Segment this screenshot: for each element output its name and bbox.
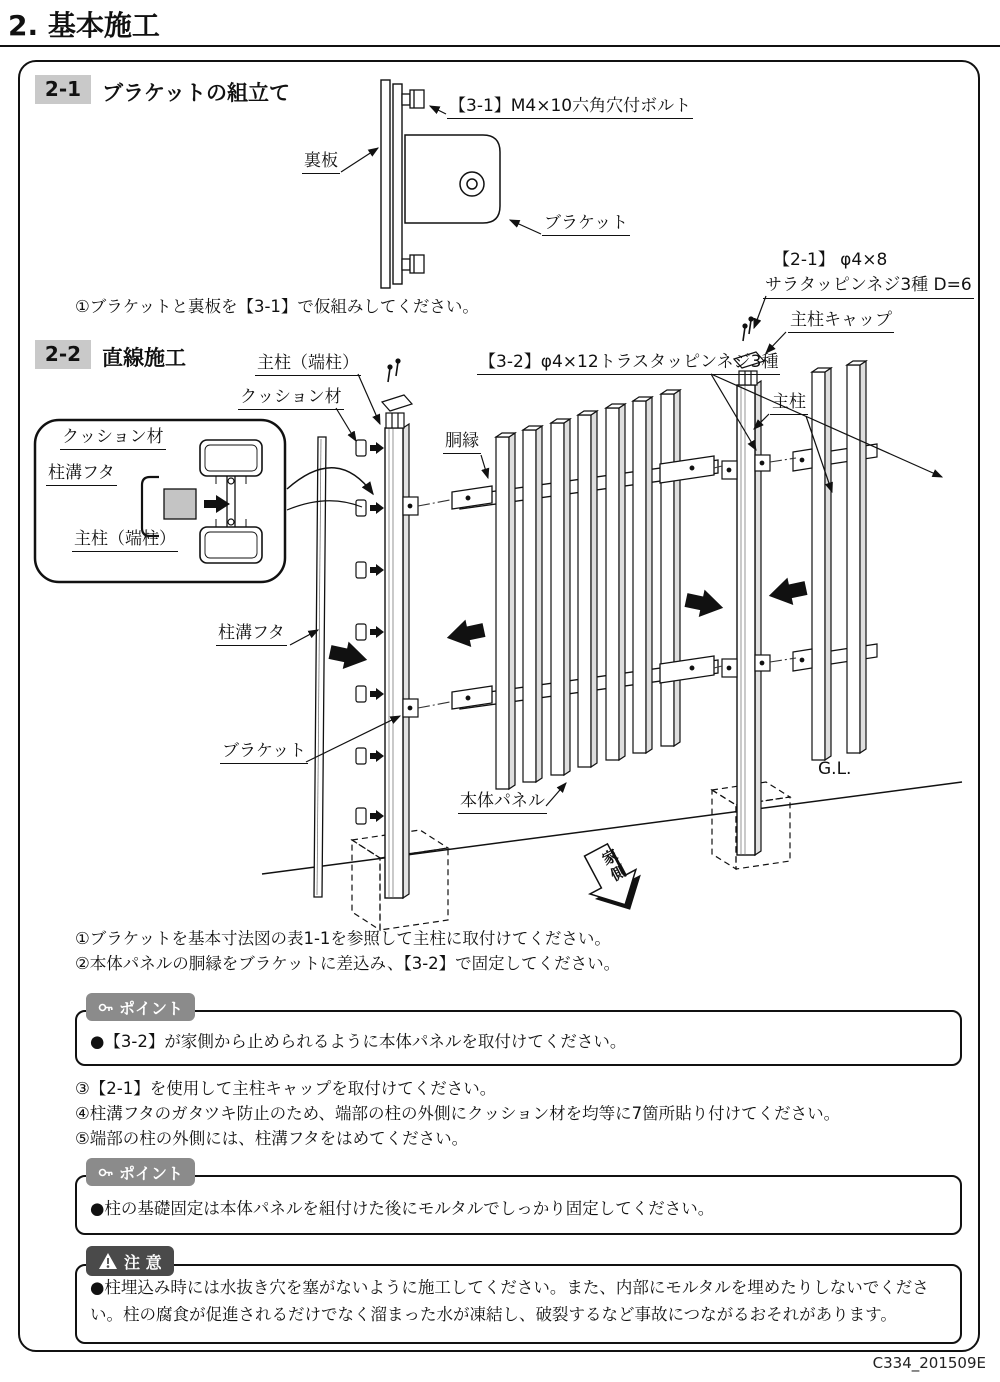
key-icon	[98, 1165, 113, 1180]
point-box-2-text: ●柱の基礎固定は本体パネルを組付けた後にモルタルでしっかり固定してください。	[90, 1199, 715, 1218]
caution-tab-label: 注 意	[124, 1252, 162, 1272]
caution-tab	[86, 1246, 174, 1276]
document-code: C334_201509E	[872, 1354, 986, 1372]
inset-label-groove-cover: 柱溝フタ	[46, 464, 117, 486]
steps-b	[75, 1076, 840, 1151]
label-groove-cover: 柱溝フタ	[216, 624, 287, 646]
point-tab-2-label: ポイント	[119, 1163, 184, 1183]
step-a-2: ②本体パネルの胴縁をブラケットに差込み、【3-2】で固定してください。	[75, 954, 621, 973]
point-tab-1	[86, 993, 195, 1021]
cushion-pieces	[356, 440, 384, 824]
groove-cover-plate	[314, 437, 326, 897]
inset-label-end-post: 主柱（端柱）	[72, 530, 178, 552]
title-rule	[0, 45, 1000, 47]
label-truss-screw: 【3-2】φ4×12トラスタッピンネジ3種	[477, 353, 780, 375]
page-title: 2. 基本施工	[8, 9, 160, 42]
label-bracket-2-1: ブラケット	[542, 214, 630, 236]
caution-box-text: ●柱埋込み時には水抜き穴を塞がないように施工してください。また、内部にモルタルを埋めたりしないでください。柱の腐食が促進されるだけでなく溜まった水が凍結し、破裂するなど事故につながるおそれがあります。	[90, 1278, 929, 1324]
label-flat-screw-line1: 【2-1】 φ4×8	[773, 250, 888, 270]
section-2-2-badge: 2-2	[35, 340, 91, 369]
end-post	[385, 424, 409, 898]
section-2-1-title: ブラケットの組立て	[102, 81, 290, 105]
hex-bolt-top	[402, 90, 424, 108]
main-post-right	[737, 381, 761, 855]
label-rail: 胴縁	[443, 432, 481, 454]
label-bolt-3-1: 【3-1】M4×10六角穴付ボルト	[447, 97, 693, 119]
inset-cushion-shape	[164, 489, 196, 519]
panel-slats	[496, 390, 680, 789]
bracket-shape	[405, 135, 500, 223]
label-ground-line: G.L.	[818, 759, 852, 779]
step-b-3: ⑤端部の柱の外側には、柱溝フタをはめてください。	[75, 1129, 469, 1148]
label-main-post: 主柱	[770, 393, 808, 415]
point-tab-1-label: ポイント	[119, 998, 184, 1018]
far-right-panel	[793, 361, 877, 760]
key-icon	[98, 1000, 113, 1015]
label-panel: 本体パネル	[458, 792, 547, 814]
inset-label-cushion: クッション材	[60, 428, 166, 450]
step-b-1: ③【2-1】を使用して主柱キャップを取付けてください。	[75, 1079, 497, 1098]
point-box-1-text: ●【3-2】が家側から止められるように本体パネルを取付けてください。	[90, 1032, 627, 1051]
label-flat-screw-line2: サラタッピンネジ3種 D=6	[765, 274, 972, 295]
label-house-side: 家側	[597, 846, 631, 887]
step-2-1-1: ①ブラケットと裏板を【3-1】で仮組みしてください。	[75, 297, 479, 316]
warning-icon	[98, 1252, 118, 1270]
label-back-plate: 裏板	[302, 152, 340, 174]
end-post-cap-hardware	[382, 359, 412, 428]
label-end-post: 主柱（端柱）	[255, 354, 361, 376]
main-post-cap-hardware	[734, 317, 764, 385]
fence-assembly-diagram	[0, 240, 1000, 945]
label-bracket-2-2: ブラケット	[220, 742, 308, 764]
section-2-1-badge: 2-1	[35, 75, 91, 104]
step-b-2: ④柱溝フタのガタツキ防止のため、端部の柱の外側にクッション材を均等に7箇所貼り付けてください。	[75, 1104, 841, 1123]
label-cushion: クッション材	[238, 388, 344, 410]
steps-a	[75, 926, 620, 976]
label-flat-screw	[763, 248, 974, 299]
section-2-2-title: 直線施工	[102, 346, 186, 370]
step-a-1: ①ブラケットを基本寸法図の表1-1を参照して主柱に取付けてください。	[75, 929, 611, 948]
label-post-cap: 主柱キャップ	[788, 311, 894, 333]
point-tab-2	[86, 1158, 195, 1186]
